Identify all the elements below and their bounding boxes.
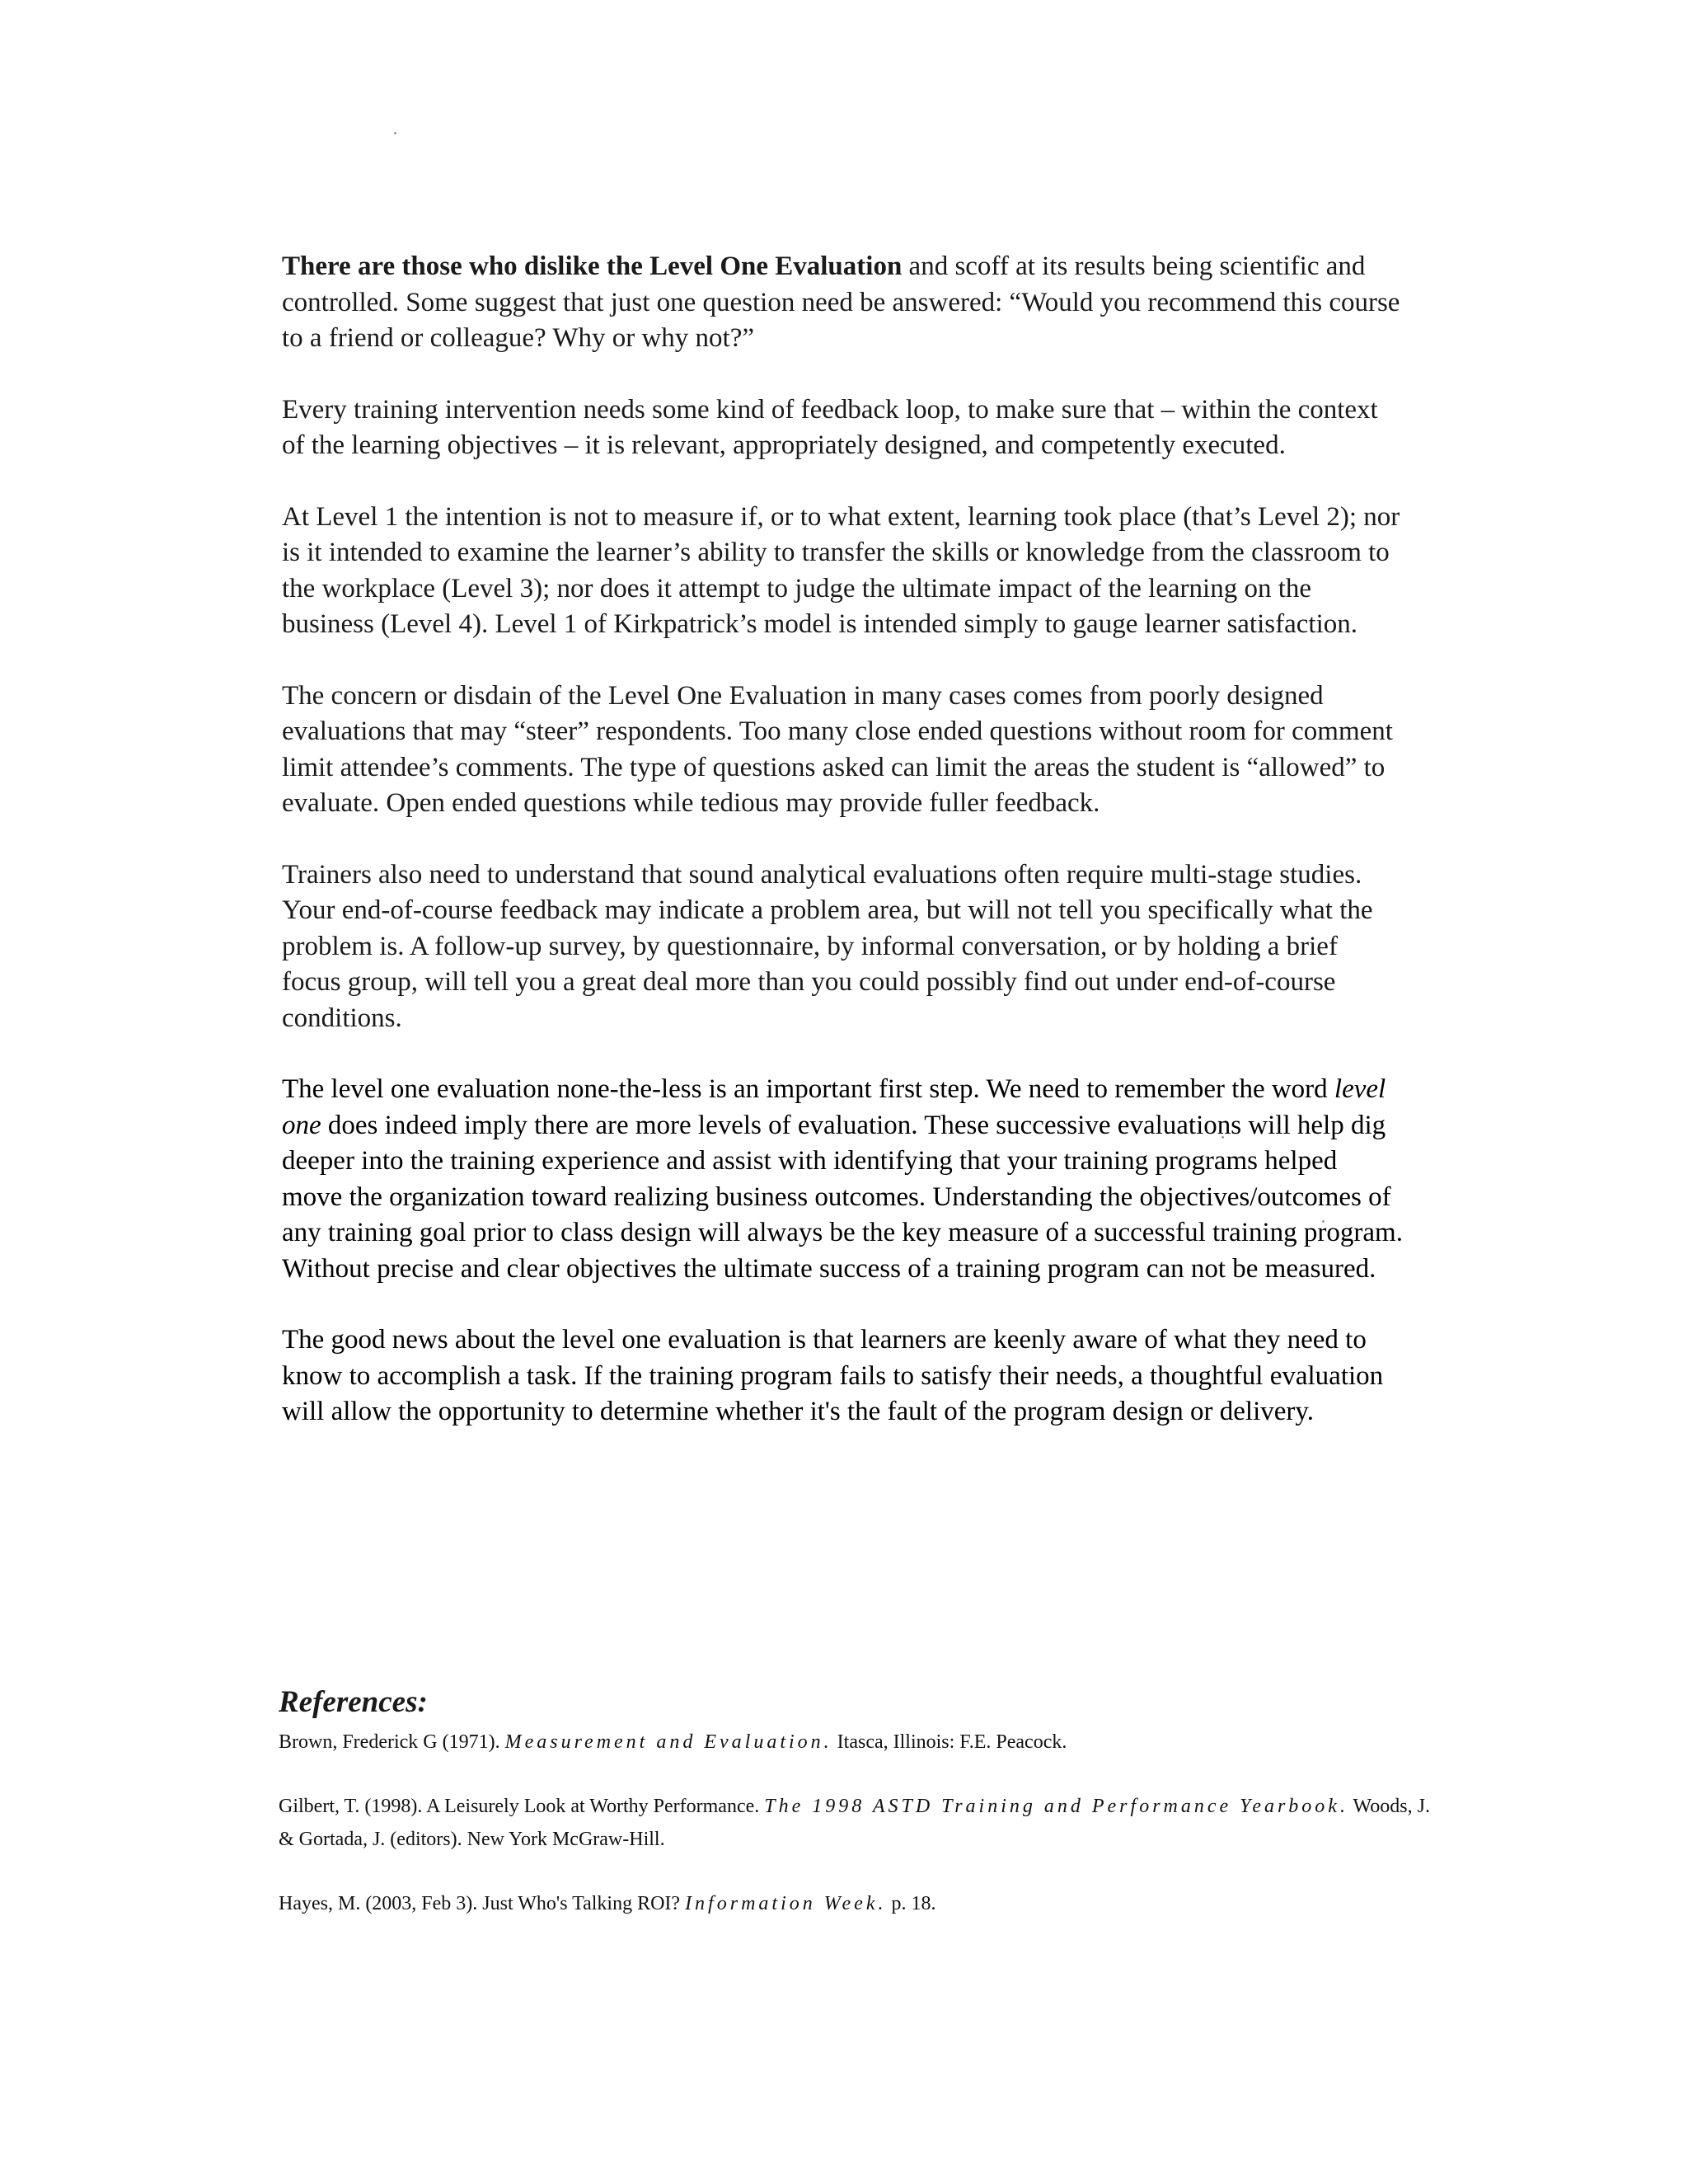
reference-brown-authors: Brown, Frederick G (1971). (279, 1731, 505, 1753)
scan-speck (394, 132, 396, 134)
reference-brown (279, 1726, 1432, 1759)
reference-hayes-title: Information Week. (685, 1893, 887, 1914)
paragraph-5: Trainers also need to understand that sound analytical evaluations often require multi-stage studies. Your end-of-course feedback may indicate a problem area, but will not tell you specifically what the problem is. A follow-up survey, by questionnaire, by informal conversation, or by holding a brief focus group, will tell you a great deal more than you could possibly find out under end-of-course conditions. (282, 859, 1373, 1033)
paragraph-1-lead: There are those who dislike the Level One Evaluation (282, 251, 903, 281)
reference-brown-publisher: Itasca, Illinois: F.E. Peacock. (832, 1731, 1067, 1753)
paragraph-6 (282, 1072, 1403, 1287)
paragraph-4: The concern or disdain of the Level One Evaluation in many cases comes from poorly designed evaluations that may “steer” respondents. Too many close ended questions without room for comment limit attendee’s comments. The type of questions asked can limit the areas the student is “allowed” to evaluate. Open ended questions while tedious may provide fuller feedback. (282, 680, 1393, 818)
reference-gilbert-authors: Gilbert, T. (1998). A Leisurely Look at Worthy Performance. (279, 1796, 765, 1817)
body-text (282, 249, 1403, 1466)
paragraph-1-rest: and scoff at its results being scientific and controlled. Some suggest that just one question need be answered: “Would you recommend this course to a friend or colleague? Why or why not?” (282, 251, 1400, 353)
paragraph-2: Every training intervention needs some kind of feedback loop, to make sure that – within the context of the learning objectives – it is relevant, appropriately designed, and competently executed. (282, 394, 1378, 460)
paragraph-6-italic: level one (282, 1074, 1386, 1140)
paragraph-7: The good news about the level one evaluation is that learners are keenly aware of what they need to know to accomplish a task. If the training program fails to satisfy their needs, a thoughtful evaluation will allow the opportunity to determine whether it's the fault of the program design or delivery. (282, 1325, 1384, 1426)
reference-hayes-authors: Hayes, M. (2003, Feb 3). Just Who's Talking ROI? (279, 1893, 686, 1914)
reference-hayes-page: p. 18. (886, 1893, 936, 1914)
reference-spacer (279, 1856, 1432, 1887)
paragraph-1 (282, 249, 1403, 357)
reference-gilbert-title: The 1998 ASTD Training and Performance Yearbook. (764, 1796, 1348, 1817)
reference-gilbert-publisher: Woods, J. & Gortada, J. (editors). New York McGraw-Hill. (279, 1796, 1430, 1850)
reference-gilbert (279, 1790, 1432, 1856)
reference-brown-title: Measurement and Evaluation. (504, 1731, 832, 1753)
paragraph-3: At Level 1 the intention is not to measure if, or to what extent, learning took place (that’s Level 2); nor is it intended to examine the learner’s ability to transfer the skills or knowledge from the classroom to the workplace (Level 3); nor does it attempt to judge the ultimate impact of the learning on the business (Level 4). Level 1 of Kirkpatrick’s model is intended simply to gauge learner satisfaction. (282, 501, 1400, 639)
reference-spacer (279, 1759, 1432, 1790)
references-section (279, 1684, 1432, 1920)
paragraph-6-after: does indeed imply there are more levels of evaluation. These successive evaluations will help dig deeper into the training experience and assist with identifying that your training programs helped move the organization toward realizing business outcomes. Understanding the objectives/outcomes of any training goal prior to class design will always be the key measure of a successful training program. Without precise and clear objectives the ultimate success of a training program can not be measured. (282, 1110, 1403, 1284)
references-heading: References: (279, 1685, 428, 1719)
paragraph-6-before: The level one evaluation none-the-less is an important first step. We need to remember the word (282, 1074, 1334, 1104)
reference-hayes (279, 1887, 1432, 1920)
